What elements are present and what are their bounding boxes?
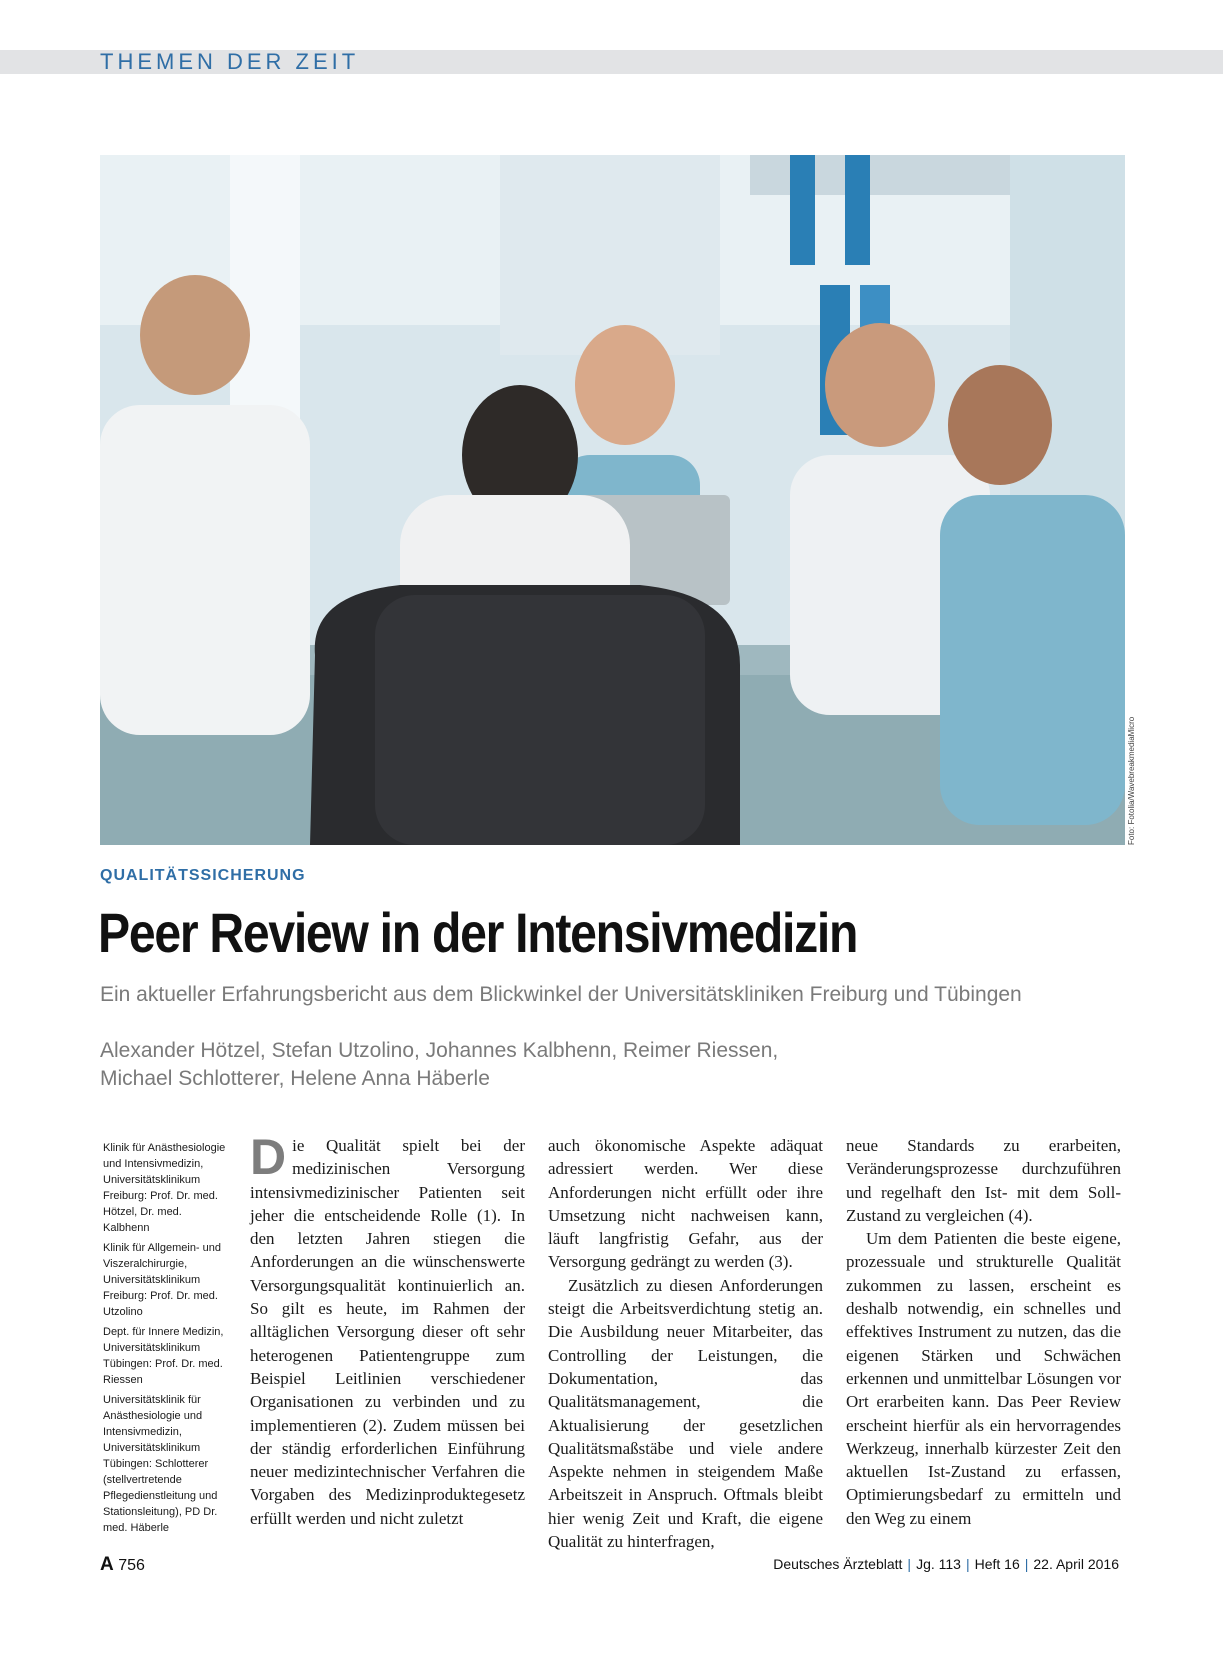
- author-affiliations: [103, 1140, 231, 1540]
- body-paragraph: Zusätzlich zu diesen Anforderungen steigt die Arbeitsverdichtung stetig an. Die Ausbildung neuer Mitarbeiter, das Controlling der Leistungen, die Dokumentation, das Qualitätsmanagement, die Aktualisierung der gesetzlichen Qualitätsmaßstäbe und viele andere Aspekte nehmen in steigendem Maße Arbeitszeit in Anspruch. Oftmals bleibt hier wenig Zeit und Kraft, die eigene Qualität zu hinterfragen,: [548, 1275, 823, 1552]
- section-label: THEMEN DER ZEIT: [100, 49, 360, 74]
- body-column-3: [846, 1134, 1121, 1530]
- affiliation: Klinik für Allgemein- und Viszeralchirurgie, Universitätsklinikum Freiburg: Prof. Dr. med. Utzolino: [103, 1242, 222, 1318]
- body-paragraph: ie Qualität spielt bei der medizinischen Versorgung intensivmedizinischer Patienten seit jeher die entscheidende Rolle (1). In den letzten Jahren stiegen die Anforderungen an die wünschenswerte Versorgungsqualität kontinuierlich an. So gilt es heute, im Rahmen der alltäglichen Versorgung dieser oft sehr heterogenen Patientengruppe zum Beispiel Leitlinien verschiedener Organisationen zu verbinden und zu implementieren (2). Zudem müssen bei der ständig erforderlichen Einführung neuer medizintechnischer Verfahren die Vorgaben des Medizinproduktegesetz erfüllt werden und nicht zuletzt: [250, 1136, 525, 1528]
- body-paragraph: Um dem Patienten die beste eigene, prozessuale und strukturelle Qualität zukommen zu lassen, erscheint es deshalb notwendig, ein schnelles und effektives Instrument zu nutzen, das die eigenen Stärken und Schwächen erkennen und unmittelbar Lösungen vor Ort erarbeiten kann. Das Peer Review erscheint hierfür als ein hervorragendes Werkzeug, innerhalb kürzester Zeit den aktuellen Ist-Zustand zu erfassen, Optimierungsbedarf zu ermitteln und den Weg zu einem: [846, 1229, 1121, 1528]
- article-subtitle: Ein aktueller Erfahrungsbericht aus dem Blickwinkel der Universitätskliniken Freiburg und Tübingen: [100, 983, 1022, 1006]
- photo-credit: Foto: Fotolia/WavebreakmediaMicro: [1127, 716, 1136, 845]
- body-paragraph: auch ökonomische Aspekte adäquat adressiert werden. Wer diese Anforderungen nicht erfüllt oder ihre Umsetzung nicht nachweisen kann, läuft langfristig Gefahr, aus der Versorgung gedrängt zu werden (3).: [548, 1136, 823, 1272]
- journal-name: Deutsches Ärzteblatt: [773, 1556, 903, 1572]
- journal-footer: [773, 1556, 1119, 1572]
- page-number: [100, 1554, 145, 1576]
- drop-cap: D: [250, 1129, 287, 1185]
- article-authors: [100, 1037, 778, 1093]
- affiliation: Dept. für Innere Medizin, Universitätsklinikum Tübingen: Prof. Dr. med. Riessen: [103, 1326, 224, 1386]
- footer-separator: |: [965, 1556, 970, 1572]
- article-kicker: QUALITÄTSSICHERUNG: [100, 867, 306, 884]
- footer-separator: |: [907, 1556, 912, 1572]
- affiliation: Universitätsklinik für Anästhesiologie und Intensivmedizin, Universitätsklinikum Tübingen: Schlotterer (stellvertretende Pflegedienstleitung und Stationsleitung), PD Dr. med. Häberle: [103, 1394, 218, 1534]
- journal-date: 22. April 2016: [1033, 1556, 1119, 1572]
- article-photo: [100, 155, 1125, 845]
- body-column-1: [250, 1129, 525, 1530]
- body-paragraph: neue Standards zu erarbeiten, Veränderungsprozesse durchzuführen und regelhaft den Ist- mit dem Soll-Zustand zu vergleichen (4).: [846, 1136, 1121, 1225]
- journal-issue: Heft 16: [974, 1556, 1020, 1572]
- footer-separator: |: [1024, 1556, 1029, 1572]
- journal-volume: Jg. 113: [916, 1556, 961, 1572]
- authors-line: Michael Schlotterer, Helene Anna Häberle: [100, 1067, 490, 1090]
- affiliation: Klinik für Anästhesiologie und Intensivmedizin, Universitätsklinikum Freiburg: Prof. Dr. med. Hötzel, Dr. med. Kalbhenn: [103, 1142, 226, 1234]
- article-title: Peer Review in der Intensivmedizin: [98, 901, 858, 964]
- body-column-2: [548, 1134, 823, 1553]
- page-number-value: 756: [118, 1557, 145, 1574]
- page-prefix: A: [100, 1554, 114, 1575]
- authors-line: Alexander Hötzel, Stefan Utzolino, Johannes Kalbhenn, Reimer Riessen,: [100, 1039, 779, 1062]
